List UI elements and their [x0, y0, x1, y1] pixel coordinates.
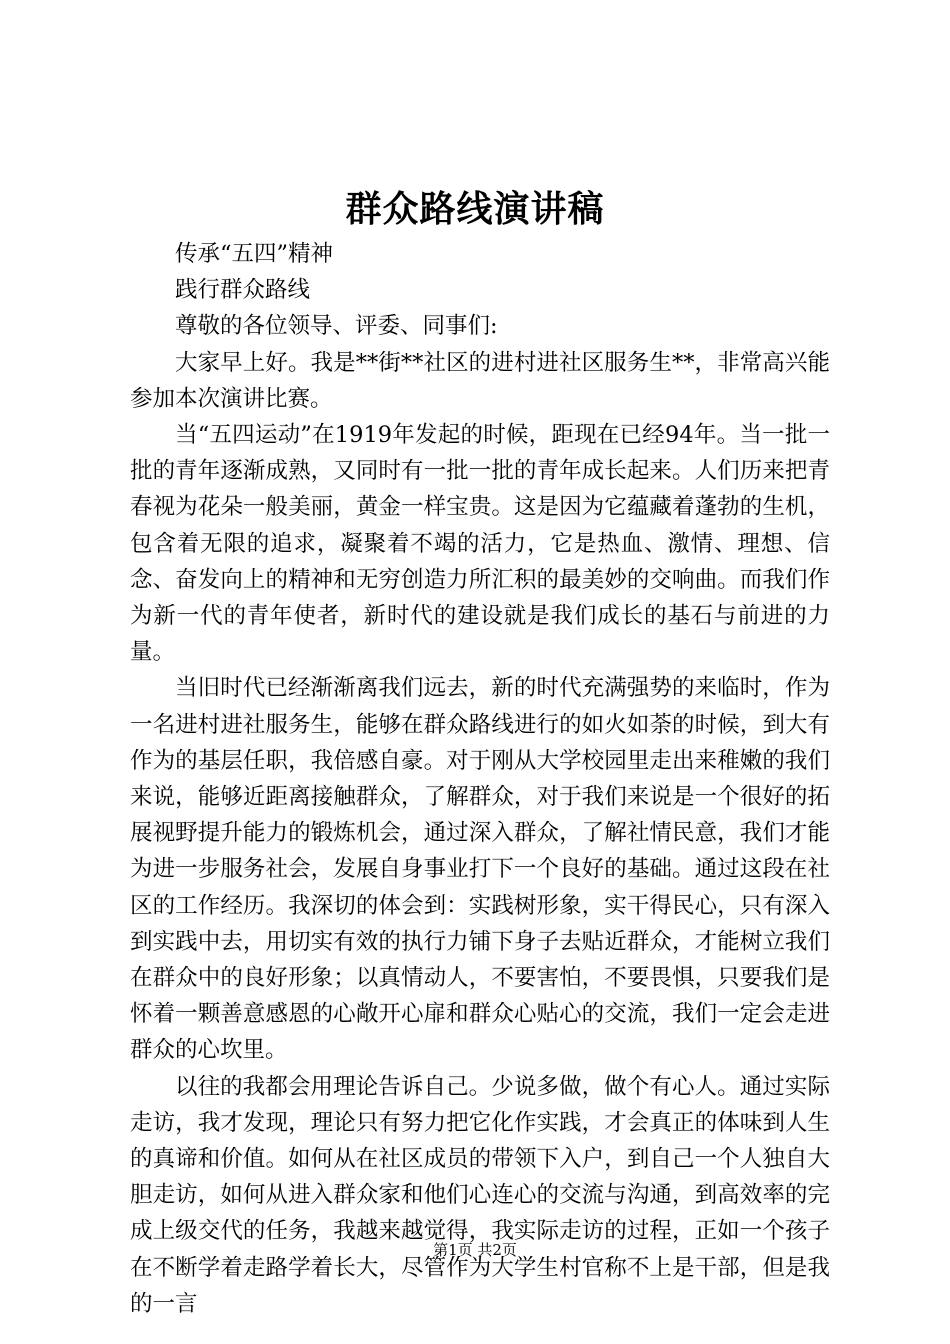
paragraph-new-era: 当旧时代已经渐渐离我们远去，新的时代充满强势的来临时，作为一名进村进社服务生，能够在群众路线进行的如火如荼的时候，到大有作为的基层任职，我倍感自豪。对于刚从大学校园里走出来稚嫩的我们来说，能够近距离接触群众，了解群众，对于我们来说是一个很好的拓展视野提升能力的锻炼机会，通过深入群众，了解社情民意，我们才能为进一步服务社会，发展自身事业打下一个良好的基础。通过这段在社区的工作经历。我深切的体会到：实践树形象，实干得民心，只有深入到实践中去，用切实有效的执行力铺下身子去贴近群众，才能树立我们在群众中的良好形象；以真情动人，不要害怕，不要畏惧，只要我们是怀着一颗善意感恩的心敞开心扉和群众心贴心的交流，我们一定会走进群众的心坎里。	[130, 675, 830, 1064]
subtitle-line-2: 践行群众路线	[175, 277, 311, 304]
salutation: 尊敬的各位领导、评委、同事们:	[175, 313, 498, 340]
document-title: 群众路线演讲稿	[345, 188, 605, 230]
paragraph-may-fourth: 当“五四运动”在1919年发起的时候，距现在已经94年。当一批一批的青年逐渐成熟，又同时有一批一批的青年成长起来。人们历来把青春视为花朵一般美丽，黄金一样宝贵。这是因为它蕴藏着蓬勃的生机，包含着无限的追求，凝聚着不竭的活力，它是热血、激情、理想、信念、奋发向上的精神和无穷创造力所汇积的最美妙的交响曲。而我们作为新一代的青年使者，新时代的建设就是我们成长的基石与前进的力量。	[130, 422, 830, 666]
paragraph-greeting: 大家早上好。我是**街**社区的进村进社区服务生**，非常高兴能参加本次演讲比赛。	[130, 349, 830, 412]
subtitle-line-1: 传承“五四”精神	[175, 241, 334, 267]
paragraph-practice: 以往的我都会用理论告诉自己。少说多做，做个有心人。通过实际走访，我才发现，理论只有努力把它化作实践，才会真正的体味到人生的真谛和价值。如何从在社区成员的带领下入户，到自己一个人独自大胆走访，如何从进入群众家和他们心连心的交流与沟通，到高效率的完成上级交代的任务，我越来越觉得，我实际走访的过程，正如一个孩子在不断学着走路学着长大，尽管作为大学生村官称不上是干部，但是我的一言	[130, 1073, 830, 1317]
page-footer: 第1页 共2页	[433, 1241, 517, 1259]
document-body	[130, 236, 830, 1322]
